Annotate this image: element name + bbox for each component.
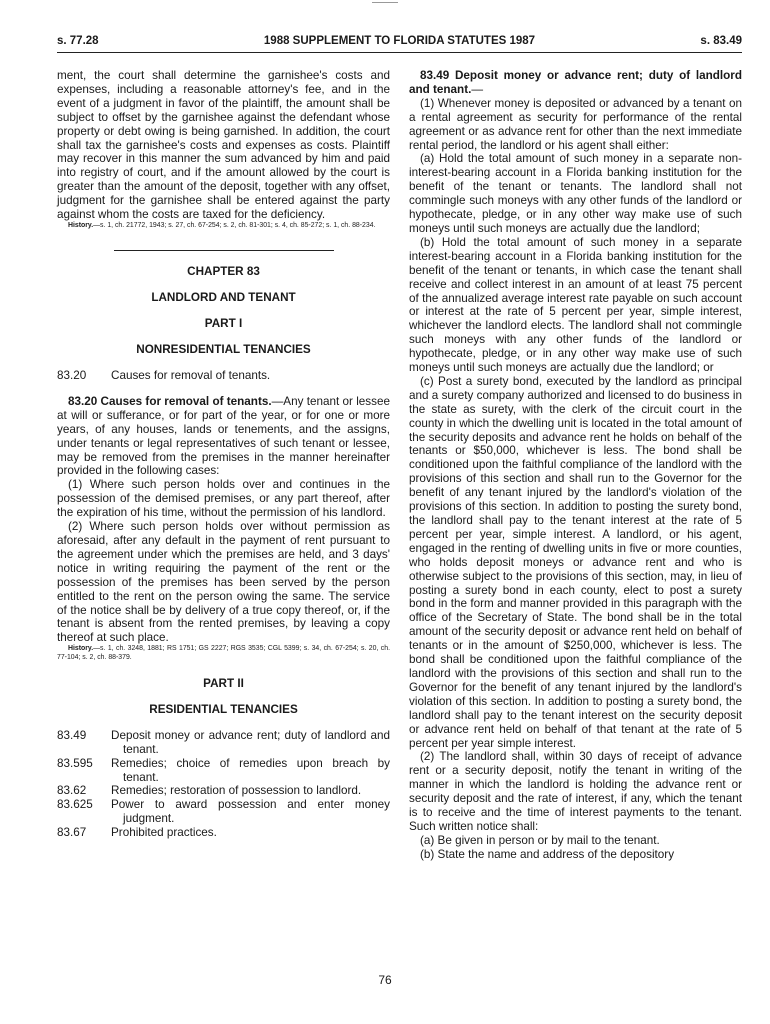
toc-entry [57,826,390,840]
header-left-section: s. 77.28 [57,35,99,47]
subsection-paragraph: (1) Whenever money is deposited or advanced by a tenant on a rental agreement as security for performance of the rental agreement or as advance rent for other than the next immediate rental period, the landlord or his agent shall either: [409,96,742,152]
toc-entry [57,784,390,798]
part-two-label: PART II [203,677,244,691]
subsection-paragraph: (2) Where such person holds over without permission as aforesaid, after any default in the payment of rent pursuant to the agreement under which the premises are held, and 3 days' notice in writing requiring the payment of the rent or the possession of the premises has been served by the person entitled to the rent on the person owing the same. The service of the notice shall be by delivery of a true copy thereof, or, if the tenant is absent from the rented premises, by leaving a copy thereof at such place. [57,520,390,645]
part-one-title: NONRESIDENTIAL TENANCIES [136,343,311,357]
chapter-title: LANDLORD AND TENANT [151,291,296,305]
history-note [57,645,390,662]
toc-number: 83.49 [57,728,87,742]
part-two-title: RESIDENTIAL TENANCIES [149,702,298,716]
toc-entry [57,757,390,785]
header-right-section: s. 83.49 [700,35,742,47]
subsection-paragraph: (b) Hold the total amount of such money in a separate interest-bearing account in a Florida banking institution for the benefit of the tenant or tenants, in which case the tenant shall receive and collect interest in an amount of at least 75 percent of the annualized average interest rate payable on such account or interest at the rate of 5 percent per year, simple interest, whichever the landlord elects. The landlord shall not commingle such moneys with any other funds of the landlord or hypothecate, pledge, or in any other way make use of such moneys until such moneys are actually due the landlord; or [409,235,742,375]
heading-dash: — [471,82,484,96]
toc-number: 83.62 [57,784,87,798]
toc-entry [57,798,390,826]
section-heading: 83.20 Causes for removal of tenants. [68,394,272,408]
right-column [409,69,742,862]
history-label: History. [68,221,94,229]
toc-number: 83.625 [57,798,93,812]
subsection-paragraph: (a) Be given in person or by mail to the tenant. [420,833,660,847]
subsection-paragraph: (b) State the name and address of the depository [420,847,675,861]
continued-paragraph: ment, the court shall determine the garnishee's costs and expenses, including a reasonable attorney's fee, and in the event of a judgment in favor of the plaintiff, the amount shall be subject to offset by the garnishee against the defendant whose property or debt owing is being garnished. In addition, the court shall tax the garnishee's costs and expenses as costs. Plaintiff may recover in this manner the sum advanced by him and paid into registry of court, and if the amount allowed by the court is greater than the amount of the deposit, together with any offset, judgment for the garnishee shall be entered against the party against whom the costs are taxed for the deficiency. [57,69,390,222]
subsection-paragraph: (1) Where such person holds over and continues in the possession of the demised premises, or any part thereof, after the expiration of his time, without the permission of his landlord. [57,478,390,520]
toc-number: 83.67 [57,826,87,840]
left-column [57,69,390,840]
section-83-20 [57,395,390,478]
toc-entry [57,729,390,757]
toc-entry [57,369,390,383]
header-title: 1988 SUPPLEMENT TO FLORIDA STATUTES 1987 [263,35,536,47]
toc-number: 83.20 [57,369,87,382]
toc-text: Deposit money or advance rent; duty of landlord and tenant. [111,728,390,756]
page-number: 76 [378,973,392,987]
running-header [57,35,742,51]
section-text: —Any tenant or lessee at will or sufferance, or for part of the year, or for one or more years, of any houses, lands or tenements, and the assigns, under tenants or legal representatives of such tenant or lessee, may be removed from the premises in the manner hereinafter provided in the following cases: [57,394,390,478]
top-crop-mark [372,2,398,3]
toc-number: 83.595 [57,756,93,770]
section-heading: 83.49 Deposit money or advance rent; duty of landlord and tenant. [409,69,742,96]
toc-text: Remedies; choice of remedies upon breach by tenant. [111,756,390,784]
section-83-49-heading [409,69,742,97]
subsection-paragraph: (c) Post a surety bond, executed by the landlord as principal and a surety company authorized and licensed to do business in the state as surety, with the clerk of the circuit court in the county in which the dwelling unit is located in the total amount of the security deposits and advance rent he holds on behalf of the tenants or $50,000, whichever is less. The bond shall be conditioned upon the faithful compliance of the landlord with the provisions of this section and shall run to the Governor for the benefit of any tenant injured by the landlord's violation of the provisions of this section. In addition to posting the surety bond, the landlord shall pay to the tenant interest at the rate of 5 percent per year, simple interest. A landlord, or his agent, engaged in the renting of dwelling units in five or more counties, who holds deposit moneys or advance rent and who is otherwise subject to the provisions of this section, may, in lieu of posting a surety bond in each county, elect to post a surety bond in the form and manner provided in this paragraph with the office of the Secretary of State. The bond shall be in the total amount of the security deposit or advance rent held on behalf of tenants or in the amount of $250,000, whichever is less. The bond shall be conditioned upon the faithful compliance of the landlord with the provisions of this section and shall run to the Governor for the benefit of any tenant injured by the landlord's violation of this section. In addition to posting a surety bond, the landlord shall pay to the tenant interest on the security deposit or advance rent held on behalf of that tenant at the rate of 5 percent per year simple interest. [409,374,742,750]
history-label: History. [68,645,94,653]
subsection-paragraph: (a) Hold the total amount of such money in a separate non-interest-bearing account in a Florida banking institution for the benefit of the tenant or tenants. The landlord shall not commingle such moneys with any other funds of the landlord or hypothecate, pledge, or in any other way make use of such moneys until such moneys are actually due the landlord; [409,152,742,235]
header-rule [57,52,742,53]
history-text: —s. 1, ch. 3248, 1881; RS 1751; GS 2227; RGS 3535; CGL 5399; s. 34, ch. 67-254; s. 20, ch. 77-104; s. 2, ch. 88-379. [57,645,390,661]
chapter-number: CHAPTER 83 [187,265,260,279]
history-text: —s. 1, ch. 21772, 1943; s. 27, ch. 67-254; s. 2, ch. 81-301; s. 4, ch. 85-272; s. 1, ch. 88-234. [93,221,376,229]
chapter-separator [114,250,334,251]
subsection-paragraph: (2) The landlord shall, within 30 days of receipt of advance rent or a security deposit, notify the tenant in writing of the manner in which the landlord is holding the advance rent or security deposit and the rate of interest, if any, which the tenant is to receive and the time of interest payments to the tenant. Such written notice shall: [409,750,742,833]
history-note [57,222,390,230]
toc-text: Prohibited practices. [111,826,217,840]
toc-text: Causes for removal of tenants. [111,369,271,382]
toc-text: Remedies; restoration of possession to landlord. [111,784,362,798]
toc-text: Power to award possession and enter money judgment. [111,798,390,826]
part-one-label: PART I [204,317,243,331]
